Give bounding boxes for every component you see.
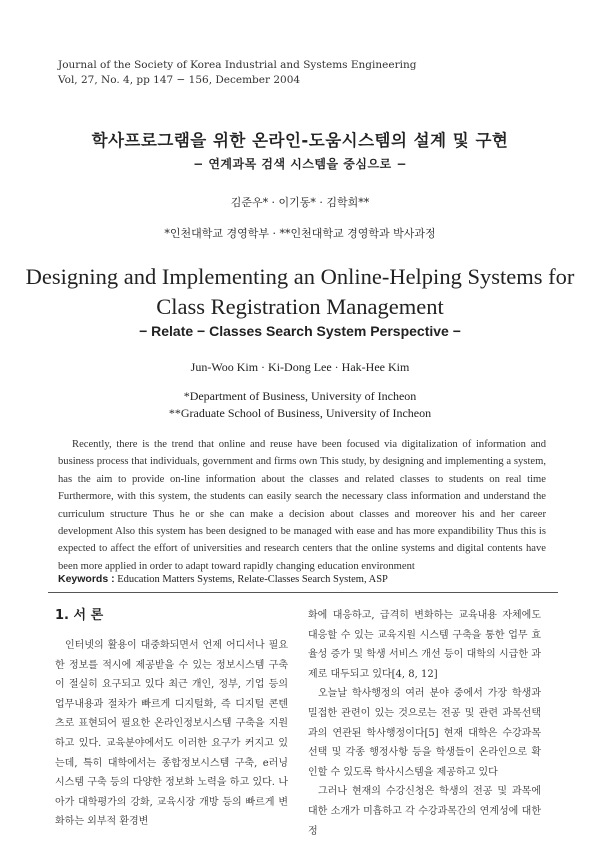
korean-authors: 김준우* · 이기동* · 김학희** [230,196,370,209]
keywords-label: Keywords : [58,573,115,585]
english-affiliation-2: **Graduate School of Business, University of Incheon [168,406,432,420]
body-column-right [308,606,541,841]
journal-name: Journal of the Society of Korea Industrial and Systems Engineering [58,59,417,71]
journal-volume: Vol, 27, No. 4, pp 147 − 156, December 2004 [58,74,301,86]
korean-subtitle: − 연계과목 검색 시스템을 중심으로 − [193,157,407,171]
body-paragraph: 그러나 현재의 수강신청은 학생의 전공 및 과목에 대한 소개가 미흡하고 각 수강과목간의 연계성에 대한 정 [308,786,541,837]
body-column-left [55,606,288,832]
korean-title: 학사프로그램을 위한 온라인-도움시스템의 설계 및 구현 [91,131,509,150]
korean-affiliation: *인천대학교 경영학부 · **인천대학교 경영학과 박사과정 [164,227,436,240]
keywords-text: Education Matters Systems, Relate-Classes Search System, ASP [117,574,388,585]
body-paragraph: 오늘날 학사행정의 여러 분야 중에서 가장 학생과 밀접한 관련이 있는 것으로는 전공 및 관련 과목선택과의 연관된 학사행정이다[5] 현재 대학은 수강과목 선택 및 각종 행정사항 등을 학생들이 온라인으로 확인할 수 있도록 학사시스템을 제공하고 있다 [308,688,541,778]
abstract-text: Recently, there is the trend that online and reuse have been focused via digitalization of information and business process that individuals, government and firms own This study, by designing and implementing a system, has the aim to provide on-line information about the classes and related classes to students on real time Furthermore, with this system, the students can easily search the necessary class information and understand the curriculum structure Thus he or she can make a decision about classes and moreover his and her career development Also this system has been designed to be managed with ease and has more expandibility Thus this is expected to affect the effort of universities and research centers that the online systems and digital contents have been more applied in order to adapt toward rapidly changing education environment [58,439,546,572]
english-title [0,262,600,322]
section-heading: 1. 서 론 [55,608,104,623]
english-affiliation-1: *Department of Business, University of Incheon [183,389,417,403]
english-title-line2: Class Registration Management [156,294,444,319]
body-paragraph: 인터넷의 활용이 대중화되면서 언제 어디서나 필요한 정보를 적시에 제공받을 수 있는 정보시스템 구축이 절실히 요구되고 있다 최근 개인, 정부, 기업 등의 업무내용과 절차가 빠르게 디지털화, 즉 디지털 콘텐츠로 표현되어 필요한 온라인정보시스템 구축을 지원하고 있다. 교육분야에서도 이러한 요구가 커지고 있는데, 특히 대학에서는 종합정보시스템 구축, e러닝 시스템 구축 등의 다양한 정보화 노력을 하고 있다. 나아가 대학평가의 강화, 교육시장 개방 등의 빠르게 변화하는 외부적 환경변 [55,640,288,828]
body-paragraph: 화에 대응하고, 급격히 변화하는 교육내용 자체에도 대응할 수 있는 교육지원 시스템 구축을 통한 업무 효율성 증가 및 학생 서비스 개선 등이 대학의 시급한 과제로 대두되고 있다[4, 8, 12] [308,610,541,680]
abstract [58,436,546,575]
english-subtitle: − Relate − Classes Search System Perspective − [139,323,461,339]
english-affiliations [0,388,600,422]
journal-header [58,58,416,88]
section-divider [48,592,558,593]
keywords [58,573,388,585]
english-authors: Jun-Woo Kim · Ki-Dong Lee · Hak-Hee Kim [190,360,410,374]
english-title-line1: Designing and Implementing an Online-Helping Systems for [25,264,575,289]
